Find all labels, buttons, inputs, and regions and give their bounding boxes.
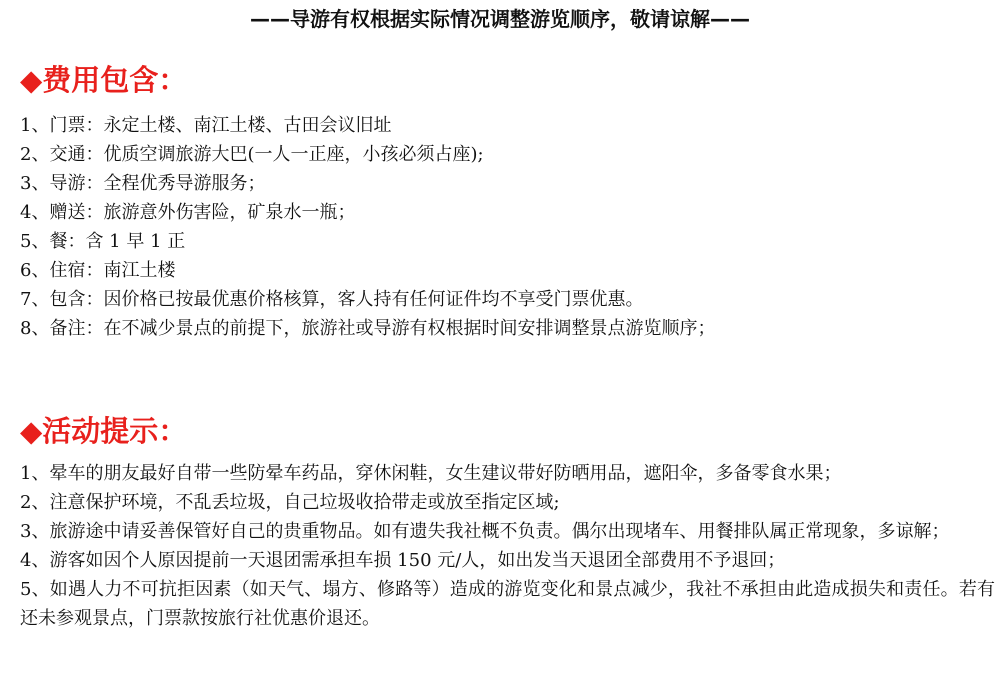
fees-item-guide: 3、导游：全程优秀导游服务； xyxy=(20,173,266,194)
fees-item-remarks: 8、备注：在不减少景点的前提下，旅游社或导游有权根据时间安排调整景点游览顺序； xyxy=(20,318,716,339)
fees-included-heading: ◆费用包含： xyxy=(20,63,188,97)
tips-item-valuables: 3、旅游途中请妥善保管好自己的贵重物品。如有遗失我社概不负责。偶尔出现堵车、用餐排队属正常现象，多谅解； xyxy=(20,521,950,542)
tips-item-cancellation: 4、游客如因个人原因提前一天退团需承担车损 150 元/人，如出发当天退团全部费用不予退回； xyxy=(20,550,786,571)
fees-item-gifts: 4、赠送：旅游意外伤害险，矿泉水一瓶； xyxy=(20,202,356,223)
fees-item-pricing-note: 7、包含：因价格已按最优惠价格核算，客人持有任何证件均不享受门票优惠。 xyxy=(20,289,644,310)
itinerary-notice: ——导游有权根据实际情况调整游览顺序，敬请谅解—— xyxy=(250,7,750,31)
fees-item-transport: 2、交通：优质空调旅游大巴(一人一正座，小孩必须占座); xyxy=(20,144,484,165)
fees-included-list xyxy=(20,111,995,343)
activity-tips-list xyxy=(20,459,995,633)
activity-tips-heading: ◆活动提示： xyxy=(20,414,188,448)
fees-item-tickets: 1、门票：永定土楼、南江土楼、古田会议旧址 xyxy=(20,115,392,136)
tips-item-environment: 2、注意保护环境，不乱丢垃圾，自己垃圾收拾带走或放至指定区域; xyxy=(20,492,560,513)
tips-item-force-majeure: 5、如遇人力不可抗拒因素（如天气、塌方、修路等）造成的游览变化和景点减少，我社不承担由此造成损失和责任。若有还未参观景点，门票款按旅行社优惠价退还。 xyxy=(20,579,995,629)
fees-item-lodging: 6、住宿：南江土楼 xyxy=(20,260,176,281)
fees-item-meals: 5、餐：含 1 早 1 正 xyxy=(20,231,186,252)
tips-item-motion-sickness: 1、晕车的朋友最好自带一些防晕车药品，穿休闲鞋，女生建议带好防晒用品，遮阳伞，多备零食水果； xyxy=(20,463,842,484)
